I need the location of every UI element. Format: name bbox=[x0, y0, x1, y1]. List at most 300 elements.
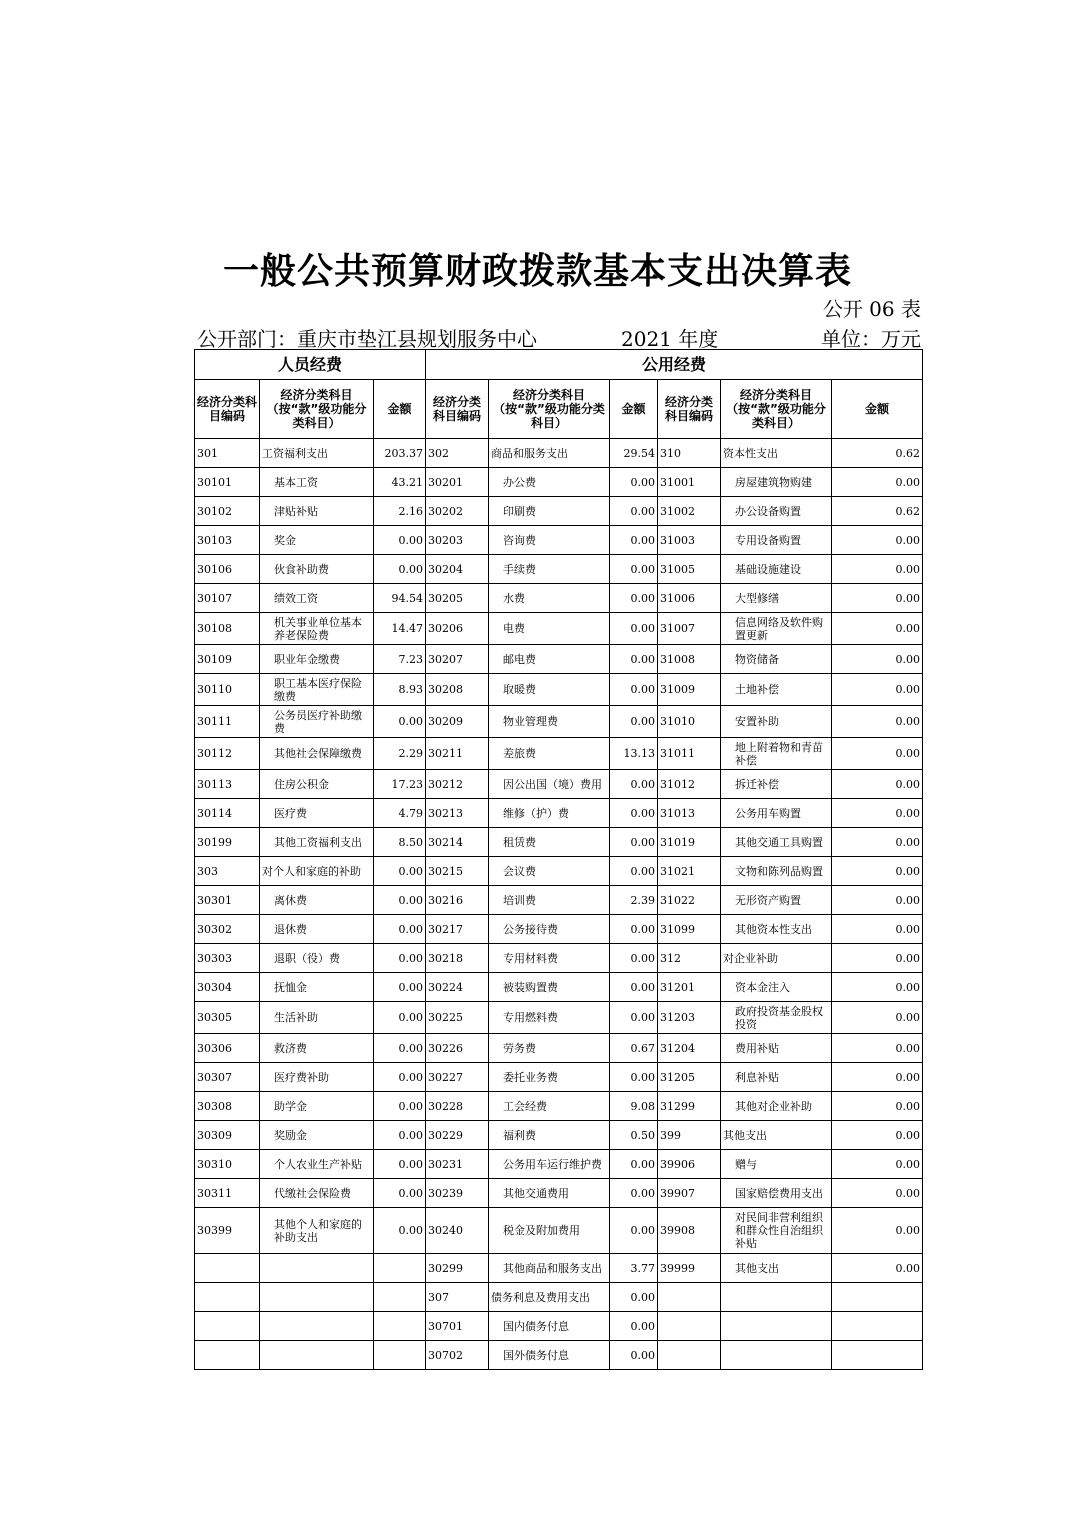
column-header-name: 经济分类科目（按“款”级功能分类科目） bbox=[721, 380, 832, 439]
cell-amount: 0.00 bbox=[610, 1283, 658, 1312]
cell-code: 30226 bbox=[426, 1034, 489, 1063]
cell-code: 31203 bbox=[658, 1002, 721, 1034]
cell-code: 307 bbox=[426, 1283, 489, 1312]
cell-name: 代缴社会保险费 bbox=[260, 1179, 374, 1208]
cell-code: 30111 bbox=[195, 706, 260, 738]
cell-code: 30102 bbox=[195, 497, 260, 526]
cell-code: 31002 bbox=[658, 497, 721, 526]
cell-name: 税金及附加费用 bbox=[489, 1208, 610, 1254]
cell-amount: 0.00 bbox=[374, 1150, 426, 1179]
cell-amount: 0.00 bbox=[374, 555, 426, 584]
table-row bbox=[195, 555, 923, 584]
table-row bbox=[195, 944, 923, 973]
cell-name: 政府投资基金股权投资 bbox=[721, 1002, 832, 1034]
cell-amount: 0.00 bbox=[374, 857, 426, 886]
cell-amount bbox=[832, 1312, 923, 1341]
cell-amount: 0.00 bbox=[610, 799, 658, 828]
cell-name: 债务利息及费用支出 bbox=[489, 1283, 610, 1312]
cell-amount: 0.00 bbox=[610, 468, 658, 497]
cell-amount: 8.50 bbox=[374, 828, 426, 857]
cell-name: 办公设备购置 bbox=[721, 497, 832, 526]
cell-name: 其他支出 bbox=[721, 1254, 832, 1283]
cell-code: 30309 bbox=[195, 1121, 260, 1150]
cell-amount: 0.00 bbox=[374, 1179, 426, 1208]
cell-code: 30112 bbox=[195, 738, 260, 770]
cell-name bbox=[721, 1283, 832, 1312]
cell-amount: 14.47 bbox=[374, 613, 426, 645]
cell-code: 30231 bbox=[426, 1150, 489, 1179]
cell-amount: 203.37 bbox=[374, 439, 426, 468]
cell-amount: 0.00 bbox=[832, 799, 923, 828]
cell-amount: 0.00 bbox=[832, 584, 923, 613]
cell-code: 30203 bbox=[426, 526, 489, 555]
report-meta bbox=[197, 323, 921, 349]
cell-code: 31006 bbox=[658, 584, 721, 613]
table-row bbox=[195, 886, 923, 915]
cell-name: 其他商品和服务支出 bbox=[489, 1254, 610, 1283]
cell-name: 其他工资福利支出 bbox=[260, 828, 374, 857]
cell-name: 退职（役）费 bbox=[260, 944, 374, 973]
cell-amount: 0.00 bbox=[610, 706, 658, 738]
cell-name: 其他社会保障缴费 bbox=[260, 738, 374, 770]
cell-name: 津贴补贴 bbox=[260, 497, 374, 526]
cell-amount: 9.08 bbox=[610, 1092, 658, 1121]
cell-name: 劳务费 bbox=[489, 1034, 610, 1063]
cell-amount: 0.00 bbox=[610, 526, 658, 555]
cell-amount: 0.00 bbox=[832, 1254, 923, 1283]
table-row bbox=[195, 645, 923, 674]
cell-code: 31001 bbox=[658, 468, 721, 497]
cell-code: 30240 bbox=[426, 1208, 489, 1254]
cell-code: 30217 bbox=[426, 915, 489, 944]
cell-amount: 0.00 bbox=[610, 1063, 658, 1092]
cell-name: 委托业务费 bbox=[489, 1063, 610, 1092]
cell-amount: 0.00 bbox=[374, 1121, 426, 1150]
cell-code: 31009 bbox=[658, 674, 721, 706]
table-row bbox=[195, 526, 923, 555]
cell-amount bbox=[374, 1254, 426, 1283]
cell-code: 30207 bbox=[426, 645, 489, 674]
cell-code: 30209 bbox=[426, 706, 489, 738]
cell-code: 30205 bbox=[426, 584, 489, 613]
cell-code: 30308 bbox=[195, 1092, 260, 1121]
cell-name: 电费 bbox=[489, 613, 610, 645]
cell-name bbox=[260, 1254, 374, 1283]
cell-code: 30229 bbox=[426, 1121, 489, 1150]
cell-code: 30108 bbox=[195, 613, 260, 645]
page-title: 一般公共预算财政拨款基本支出决算表 bbox=[222, 251, 852, 292]
cell-amount bbox=[832, 1341, 923, 1370]
table-row bbox=[195, 706, 923, 738]
cell-name: 绩效工资 bbox=[260, 584, 374, 613]
cell-amount: 13.13 bbox=[610, 738, 658, 770]
cell-name: 费用补贴 bbox=[721, 1034, 832, 1063]
table-row bbox=[195, 799, 923, 828]
cell-amount: 0.00 bbox=[832, 886, 923, 915]
cell-code: 31201 bbox=[658, 973, 721, 1002]
cell-name: 租赁费 bbox=[489, 828, 610, 857]
cell-code: 30305 bbox=[195, 1002, 260, 1034]
fiscal-year: 2021 年度 bbox=[621, 327, 719, 351]
table-row bbox=[195, 857, 923, 886]
cell-amount: 4.79 bbox=[374, 799, 426, 828]
column-header-code: 经济分类科目编码 bbox=[426, 380, 489, 439]
cell-code: 31204 bbox=[658, 1034, 721, 1063]
cell-amount: 0.67 bbox=[610, 1034, 658, 1063]
public-group-header: 公用经费 bbox=[426, 350, 923, 380]
table-row bbox=[195, 497, 923, 526]
table-row bbox=[195, 1208, 923, 1254]
department: 公开部门：重庆市垫江县规划服务中心 bbox=[197, 327, 537, 351]
cell-amount bbox=[374, 1312, 426, 1341]
cell-amount: 0.00 bbox=[374, 526, 426, 555]
cell-name: 手续费 bbox=[489, 555, 610, 584]
table-row bbox=[195, 1254, 923, 1283]
cell-name: 专用设备购置 bbox=[721, 526, 832, 555]
cell-amount: 0.00 bbox=[832, 468, 923, 497]
cell-amount: 0.00 bbox=[610, 613, 658, 645]
cell-name: 退休费 bbox=[260, 915, 374, 944]
cell-code: 30299 bbox=[426, 1254, 489, 1283]
cell-code: 30311 bbox=[195, 1179, 260, 1208]
cell-name: 国内债务付息 bbox=[489, 1312, 610, 1341]
cell-name: 赠与 bbox=[721, 1150, 832, 1179]
cell-name: 国外债务付息 bbox=[489, 1341, 610, 1370]
table-row bbox=[195, 1063, 923, 1092]
cell-code: 31013 bbox=[658, 799, 721, 828]
cell-name: 基本工资 bbox=[260, 468, 374, 497]
cell-name: 奖金 bbox=[260, 526, 374, 555]
cell-name: 安置补助 bbox=[721, 706, 832, 738]
cell-name: 维修（护）费 bbox=[489, 799, 610, 828]
cell-code: 31012 bbox=[658, 770, 721, 799]
cell-name bbox=[260, 1283, 374, 1312]
table-row bbox=[195, 1121, 923, 1150]
cell-code: 30215 bbox=[426, 857, 489, 886]
table-row bbox=[195, 1312, 923, 1341]
cell-name: 对民间非营利组织和群众性自治组织补贴 bbox=[721, 1208, 832, 1254]
cell-amount: 0.00 bbox=[832, 738, 923, 770]
cell-name: 土地补偿 bbox=[721, 674, 832, 706]
cell-name: 地上附着物和青苗补偿 bbox=[721, 738, 832, 770]
cell-code: 31205 bbox=[658, 1063, 721, 1092]
cell-code: 303 bbox=[195, 857, 260, 886]
cell-code: 30301 bbox=[195, 886, 260, 915]
table-row bbox=[195, 738, 923, 770]
cell-name: 机关事业单位基本养老保险费 bbox=[260, 613, 374, 645]
cell-amount: 0.00 bbox=[610, 1150, 658, 1179]
cell-name: 对企业补助 bbox=[721, 944, 832, 973]
table-row bbox=[195, 1034, 923, 1063]
column-header-name: 经济分类科目（按“款”级功能分类科目） bbox=[260, 380, 374, 439]
cell-amount: 0.00 bbox=[610, 828, 658, 857]
cell-code: 30302 bbox=[195, 915, 260, 944]
cell-name: 其他交通费用 bbox=[489, 1179, 610, 1208]
table-row bbox=[195, 1002, 923, 1034]
column-header-amount: 金额 bbox=[374, 380, 426, 439]
cell-amount: 0.00 bbox=[832, 1034, 923, 1063]
cell-code: 31011 bbox=[658, 738, 721, 770]
cell-name: 专用材料费 bbox=[489, 944, 610, 973]
cell-name: 工会经费 bbox=[489, 1092, 610, 1121]
table-row bbox=[195, 915, 923, 944]
cell-amount: 0.00 bbox=[832, 1002, 923, 1034]
cell-amount: 0.00 bbox=[374, 1208, 426, 1254]
cell-amount: 0.00 bbox=[374, 706, 426, 738]
cell-amount: 0.00 bbox=[832, 1208, 923, 1254]
table-row bbox=[195, 674, 923, 706]
cell-name: 被装购置费 bbox=[489, 973, 610, 1002]
cell-code: 30110 bbox=[195, 674, 260, 706]
cell-name: 培训费 bbox=[489, 886, 610, 915]
cell-name bbox=[721, 1341, 832, 1370]
cell-name: 住房公积金 bbox=[260, 770, 374, 799]
cell-code: 30212 bbox=[426, 770, 489, 799]
cell-amount: 0.00 bbox=[832, 1150, 923, 1179]
cell-code: 30201 bbox=[426, 468, 489, 497]
cell-amount: 0.00 bbox=[610, 555, 658, 584]
cell-name: 因公出国（境）费用 bbox=[489, 770, 610, 799]
cell-code: 30214 bbox=[426, 828, 489, 857]
cell-name: 信息网络及软件购置更新 bbox=[721, 613, 832, 645]
cell-name: 印刷费 bbox=[489, 497, 610, 526]
cell-code: 31010 bbox=[658, 706, 721, 738]
personnel-group-header: 人员经费 bbox=[195, 350, 426, 380]
table-row bbox=[195, 439, 923, 468]
column-header-code: 经济分类科目编码 bbox=[195, 380, 260, 439]
cell-amount: 0.00 bbox=[832, 674, 923, 706]
cell-code bbox=[195, 1312, 260, 1341]
cell-code: 30109 bbox=[195, 645, 260, 674]
cell-code bbox=[658, 1312, 721, 1341]
table-row bbox=[195, 1150, 923, 1179]
cell-code: 30218 bbox=[426, 944, 489, 973]
cell-amount: 0.00 bbox=[832, 555, 923, 584]
cell-amount: 0.00 bbox=[832, 828, 923, 857]
cell-code bbox=[195, 1283, 260, 1312]
cell-code: 302 bbox=[426, 439, 489, 468]
cell-name: 无形资产购置 bbox=[721, 886, 832, 915]
cell-amount bbox=[374, 1283, 426, 1312]
cell-name: 伙食补助费 bbox=[260, 555, 374, 584]
cell-code: 30310 bbox=[195, 1150, 260, 1179]
cell-name: 邮电费 bbox=[489, 645, 610, 674]
table-row bbox=[195, 468, 923, 497]
cell-amount: 0.00 bbox=[610, 1312, 658, 1341]
cell-amount: 0.00 bbox=[832, 1063, 923, 1092]
cell-name: 拆迁补偿 bbox=[721, 770, 832, 799]
cell-name: 其他对企业补助 bbox=[721, 1092, 832, 1121]
cell-name: 取暖费 bbox=[489, 674, 610, 706]
table-row bbox=[195, 828, 923, 857]
cell-name: 物资储备 bbox=[721, 645, 832, 674]
cell-name: 其他个人和家庭的补助支出 bbox=[260, 1208, 374, 1254]
cell-amount: 0.00 bbox=[610, 674, 658, 706]
cell-name: 其他资本性支出 bbox=[721, 915, 832, 944]
cell-code: 31003 bbox=[658, 526, 721, 555]
cell-code: 30202 bbox=[426, 497, 489, 526]
cell-code: 31019 bbox=[658, 828, 721, 857]
cell-code: 30106 bbox=[195, 555, 260, 584]
cell-code: 39906 bbox=[658, 1150, 721, 1179]
table-row bbox=[195, 973, 923, 1002]
column-header-amount: 金额 bbox=[832, 380, 923, 439]
cell-name: 差旅费 bbox=[489, 738, 610, 770]
cell-code: 30208 bbox=[426, 674, 489, 706]
cell-amount: 7.23 bbox=[374, 645, 426, 674]
cell-code: 30702 bbox=[426, 1341, 489, 1370]
cell-amount: 0.00 bbox=[610, 584, 658, 613]
cell-code: 30101 bbox=[195, 468, 260, 497]
cell-amount: 0.00 bbox=[374, 1034, 426, 1063]
expenditure-table bbox=[194, 349, 923, 1370]
cell-amount: 0.00 bbox=[610, 1208, 658, 1254]
cell-name: 资本金注入 bbox=[721, 973, 832, 1002]
table-row bbox=[195, 584, 923, 613]
cell-code: 30304 bbox=[195, 973, 260, 1002]
cell-amount: 0.00 bbox=[832, 915, 923, 944]
cell-amount: 43.21 bbox=[374, 468, 426, 497]
cell-code: 30199 bbox=[195, 828, 260, 857]
cell-amount: 0.00 bbox=[610, 915, 658, 944]
cell-code bbox=[195, 1254, 260, 1283]
cell-code: 310 bbox=[658, 439, 721, 468]
cell-amount: 3.77 bbox=[610, 1254, 658, 1283]
cell-code: 30224 bbox=[426, 973, 489, 1002]
cell-amount: 0.00 bbox=[832, 645, 923, 674]
cell-name: 利息补贴 bbox=[721, 1063, 832, 1092]
cell-amount: 0.00 bbox=[610, 770, 658, 799]
cell-amount: 0.00 bbox=[374, 973, 426, 1002]
cell-name: 咨询费 bbox=[489, 526, 610, 555]
cell-amount bbox=[374, 1341, 426, 1370]
cell-name: 公务用车运行维护费 bbox=[489, 1150, 610, 1179]
cell-code: 39999 bbox=[658, 1254, 721, 1283]
currency-unit: 单位：万元 bbox=[821, 327, 921, 351]
cell-code: 30107 bbox=[195, 584, 260, 613]
cell-amount: 0.00 bbox=[610, 973, 658, 1002]
cell-amount: 0.00 bbox=[610, 857, 658, 886]
table-row bbox=[195, 613, 923, 645]
cell-amount: 2.16 bbox=[374, 497, 426, 526]
cell-code: 399 bbox=[658, 1121, 721, 1150]
cell-code: 30103 bbox=[195, 526, 260, 555]
cell-amount: 0.00 bbox=[832, 1179, 923, 1208]
cell-amount: 8.93 bbox=[374, 674, 426, 706]
cell-name: 助学金 bbox=[260, 1092, 374, 1121]
cell-name: 抚恤金 bbox=[260, 973, 374, 1002]
cell-name: 职工基本医疗保险缴费 bbox=[260, 674, 374, 706]
cell-code: 31022 bbox=[658, 886, 721, 915]
cell-amount: 0.00 bbox=[832, 1092, 923, 1121]
form-number: 公开 06 表 bbox=[822, 297, 921, 321]
cell-name bbox=[260, 1341, 374, 1370]
cell-amount: 0.00 bbox=[374, 915, 426, 944]
cell-code: 31008 bbox=[658, 645, 721, 674]
cell-amount: 0.00 bbox=[374, 1063, 426, 1092]
table-row bbox=[195, 1092, 923, 1121]
cell-code: 31299 bbox=[658, 1092, 721, 1121]
cell-name: 个人农业生产补贴 bbox=[260, 1150, 374, 1179]
cell-code bbox=[658, 1283, 721, 1312]
cell-code: 30206 bbox=[426, 613, 489, 645]
cell-name: 其他交通工具购置 bbox=[721, 828, 832, 857]
column-header-name: 经济分类科目（按“款”级功能分类科目） bbox=[489, 380, 610, 439]
cell-amount: 0.00 bbox=[610, 497, 658, 526]
cell-amount bbox=[832, 1283, 923, 1312]
cell-amount: 0.00 bbox=[832, 526, 923, 555]
cell-code: 312 bbox=[658, 944, 721, 973]
cell-name: 大型修缮 bbox=[721, 584, 832, 613]
cell-amount: 0.00 bbox=[832, 857, 923, 886]
cell-amount: 0.00 bbox=[374, 944, 426, 973]
cell-code: 30113 bbox=[195, 770, 260, 799]
cell-name: 其他支出 bbox=[721, 1121, 832, 1150]
cell-name: 公务用车购置 bbox=[721, 799, 832, 828]
cell-code: 30303 bbox=[195, 944, 260, 973]
cell-amount: 0.00 bbox=[374, 1002, 426, 1034]
cell-amount: 94.54 bbox=[374, 584, 426, 613]
cell-code: 30213 bbox=[426, 799, 489, 828]
cell-name: 公务员医疗补助缴费 bbox=[260, 706, 374, 738]
cell-name: 会议费 bbox=[489, 857, 610, 886]
cell-name: 水费 bbox=[489, 584, 610, 613]
cell-code: 30228 bbox=[426, 1092, 489, 1121]
cell-name: 国家赔偿费用支出 bbox=[721, 1179, 832, 1208]
cell-amount: 0.62 bbox=[832, 497, 923, 526]
cell-code: 30211 bbox=[426, 738, 489, 770]
cell-amount: 2.29 bbox=[374, 738, 426, 770]
column-header-amount: 金额 bbox=[610, 380, 658, 439]
cell-code: 31021 bbox=[658, 857, 721, 886]
cell-code: 30225 bbox=[426, 1002, 489, 1034]
cell-name: 医疗费 bbox=[260, 799, 374, 828]
cell-name: 基础设施建设 bbox=[721, 555, 832, 584]
cell-code: 30216 bbox=[426, 886, 489, 915]
cell-name: 房屋建筑物购建 bbox=[721, 468, 832, 497]
cell-amount: 2.39 bbox=[610, 886, 658, 915]
table-row bbox=[195, 1179, 923, 1208]
cell-name: 对个人和家庭的补助 bbox=[260, 857, 374, 886]
cell-amount: 0.00 bbox=[374, 1092, 426, 1121]
cell-name: 商品和服务支出 bbox=[489, 439, 610, 468]
cell-name bbox=[260, 1312, 374, 1341]
cell-amount: 0.00 bbox=[610, 645, 658, 674]
cell-amount: 0.50 bbox=[610, 1121, 658, 1150]
cell-amount: 0.00 bbox=[610, 944, 658, 973]
cell-code: 30307 bbox=[195, 1063, 260, 1092]
cell-name: 救济费 bbox=[260, 1034, 374, 1063]
cell-code: 30701 bbox=[426, 1312, 489, 1341]
table-row bbox=[195, 770, 923, 799]
cell-name: 生活补助 bbox=[260, 1002, 374, 1034]
cell-name: 离休费 bbox=[260, 886, 374, 915]
cell-code: 31099 bbox=[658, 915, 721, 944]
cell-name bbox=[721, 1312, 832, 1341]
cell-name: 医疗费补助 bbox=[260, 1063, 374, 1092]
cell-code: 31005 bbox=[658, 555, 721, 584]
table-row bbox=[195, 1341, 923, 1370]
cell-code: 30227 bbox=[426, 1063, 489, 1092]
table-body bbox=[195, 439, 923, 1370]
cell-amount: 17.23 bbox=[374, 770, 426, 799]
cell-code: 31007 bbox=[658, 613, 721, 645]
cell-amount: 0.00 bbox=[374, 886, 426, 915]
cell-code: 39907 bbox=[658, 1179, 721, 1208]
cell-amount: 0.00 bbox=[832, 1121, 923, 1150]
cell-code: 30204 bbox=[426, 555, 489, 584]
column-header-code: 经济分类科目编码 bbox=[658, 380, 721, 439]
